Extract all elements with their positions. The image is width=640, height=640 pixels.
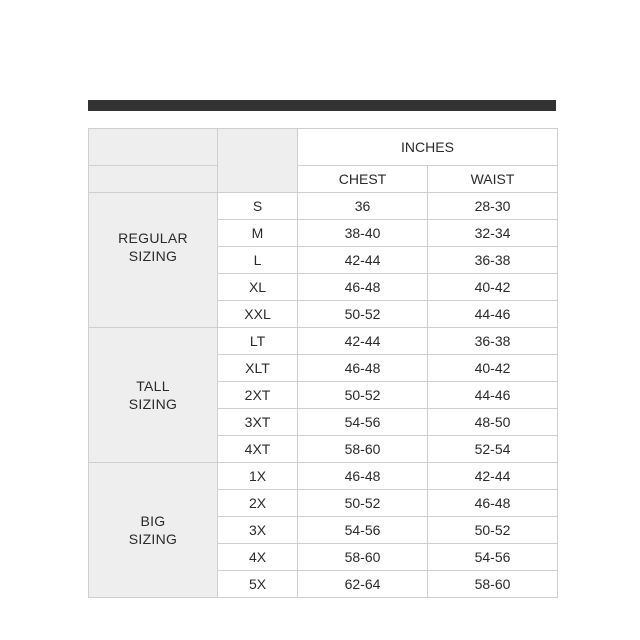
waist-cell: 44-46 [428,382,558,409]
waist-cell: 32-34 [428,220,558,247]
group-label [89,463,218,598]
size-cell: L [218,247,298,274]
group-label [89,193,218,328]
chest-cell: 42-44 [298,328,428,355]
chest-header: CHEST [298,166,428,193]
header-row-units [89,129,558,166]
size-cell: 4X [218,544,298,571]
table-row [89,463,558,490]
group-label-top-cell [89,166,218,193]
group-label-line2: SIZING [128,396,178,412]
waist-cell: 42-44 [428,463,558,490]
chest-cell: 46-48 [298,355,428,382]
chest-cell: 38-40 [298,220,428,247]
chest-cell: 54-56 [298,409,428,436]
waist-cell: 52-54 [428,436,558,463]
group-label-line1: REGULAR [118,230,188,246]
size-cell: 2XT [218,382,298,409]
group-label [89,328,218,463]
header-row-columns [89,166,558,193]
size-cell: XXL [218,301,298,328]
waist-cell: 58-60 [428,571,558,598]
waist-cell: 40-42 [428,274,558,301]
size-chart-table [88,128,558,598]
size-cell: LT [218,328,298,355]
chest-cell: 58-60 [298,436,428,463]
size-cell: 3X [218,517,298,544]
waist-cell: 40-42 [428,355,558,382]
waist-header: WAIST [428,166,558,193]
size-cell: 2X [218,490,298,517]
waist-cell: 36-38 [428,247,558,274]
waist-cell: 54-56 [428,544,558,571]
chest-cell: 46-48 [298,274,428,301]
chest-cell: 50-52 [298,382,428,409]
chest-cell: 46-48 [298,463,428,490]
header-blank-cell [89,129,218,166]
size-chart-body [89,193,558,598]
group-label-line1: TALL [136,378,170,394]
waist-cell: 36-38 [428,328,558,355]
waist-cell: 50-52 [428,517,558,544]
size-cell: XL [218,274,298,301]
chest-cell: 58-60 [298,544,428,571]
chest-cell: 50-52 [298,490,428,517]
table-row [89,193,558,220]
waist-cell: 44-46 [428,301,558,328]
size-cell: M [218,220,298,247]
waist-cell: 48-50 [428,409,558,436]
header-size-cell [218,129,298,193]
waist-cell: 28-30 [428,193,558,220]
chest-cell: 62-64 [298,571,428,598]
size-cell: S [218,193,298,220]
table-row [89,328,558,355]
size-cell: 1X [218,463,298,490]
size-cell: XLT [218,355,298,382]
group-label-line2: SIZING [128,248,178,264]
chest-cell: 50-52 [298,301,428,328]
size-cell: 3XT [218,409,298,436]
chest-cell: 54-56 [298,517,428,544]
chest-cell: 42-44 [298,247,428,274]
chest-cell: 36 [298,193,428,220]
group-label-line1: BIG [140,513,166,529]
size-cell: 5X [218,571,298,598]
units-header: INCHES [298,129,558,166]
group-label-line2: SIZING [128,531,178,547]
header-divider-bar [88,100,556,111]
size-cell: 4XT [218,436,298,463]
waist-cell: 46-48 [428,490,558,517]
